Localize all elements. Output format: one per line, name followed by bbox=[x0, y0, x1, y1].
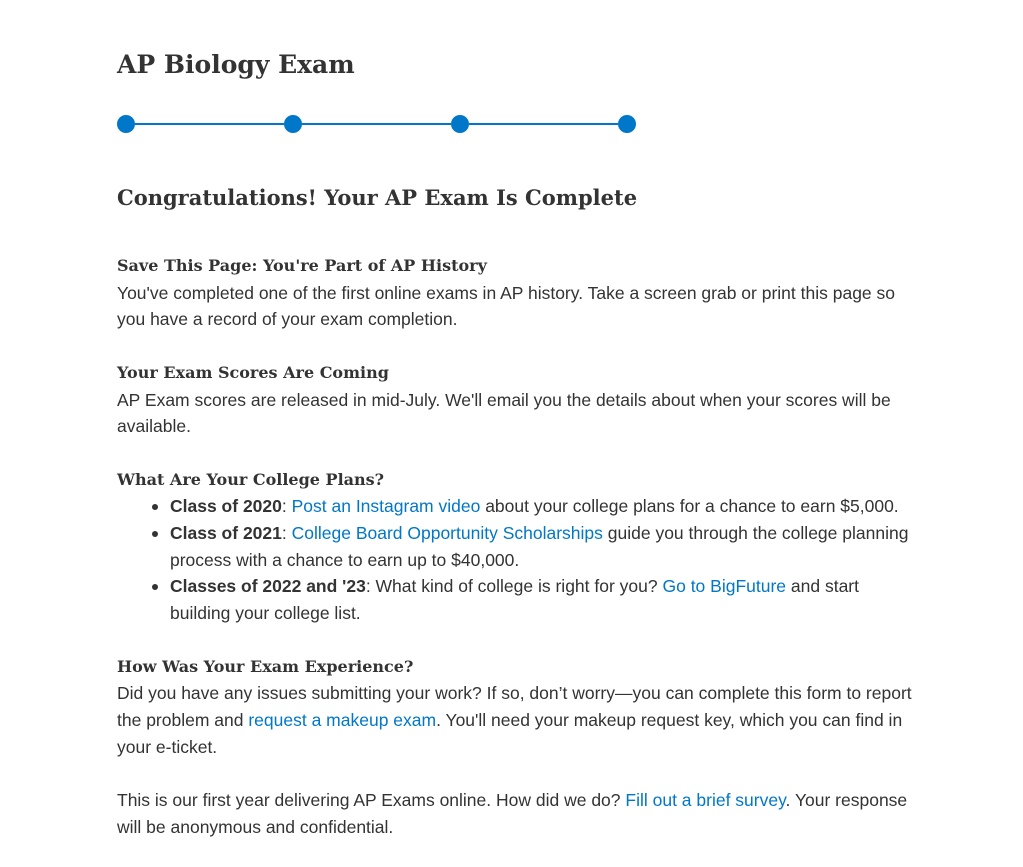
stepper-step-1 bbox=[117, 115, 135, 133]
survey-text: This is our first year delivering AP Exams online. How did we do? bbox=[117, 790, 626, 810]
list-item bbox=[170, 493, 917, 520]
bigfuture-link[interactable]: Go to BigFuture bbox=[662, 576, 787, 597]
survey-body bbox=[117, 787, 917, 840]
progress-stepper bbox=[117, 114, 637, 134]
completion-heading: Congratulations! Your AP Exam Is Complete bbox=[117, 185, 638, 210]
plan-text: about your college plans for a chance to earn $5,000. bbox=[480, 496, 899, 517]
plan-label: Class of 2020 bbox=[170, 496, 282, 517]
list-item bbox=[170, 520, 917, 573]
survey-text-end: . Your response will be anonymous and confidential. bbox=[117, 790, 908, 837]
experience-body bbox=[117, 680, 917, 760]
plan-text: and start building your college list. bbox=[170, 576, 859, 624]
scores-body: AP Exam scores are released in mid-July. We'll email you the details about when your scores will be available. bbox=[117, 389, 891, 437]
content bbox=[117, 253, 917, 867]
instagram-video-link[interactable]: Post an Instagram video bbox=[291, 496, 481, 517]
plan-text: guide you through the college planning process with a chance to earn up to $40,000. bbox=[170, 523, 909, 570]
plans-section bbox=[117, 467, 917, 627]
plan-label: Classes of 2022 and '23 bbox=[170, 576, 366, 597]
exam-title: AP Biology Exam bbox=[117, 50, 355, 79]
stepper-step-4 bbox=[618, 115, 636, 133]
makeup-exam-link[interactable]: request a makeup exam bbox=[248, 709, 437, 730]
save-body: You've completed one of the first online exams in AP history. Take a screen grab or print this page so you have a record of your exam completion. bbox=[117, 282, 896, 330]
list-item bbox=[170, 573, 917, 626]
experience-text-end: . You'll need your makeup request key, which you can find in your e-ticket. bbox=[117, 709, 903, 757]
stepper-line-3 bbox=[469, 123, 618, 125]
stepper-step-2 bbox=[284, 115, 302, 133]
plans-heading: What Are Your College Plans? bbox=[117, 469, 385, 489]
plan-separator: : bbox=[281, 523, 292, 543]
survey-section bbox=[117, 787, 917, 840]
experience-heading: How Was Your Exam Experience? bbox=[117, 656, 414, 676]
experience-text: Did you have any issues submitting your work? If so, don’t worry—you can complete this form to report the problem and bbox=[117, 683, 912, 730]
survey-link[interactable]: Fill out a brief survey bbox=[625, 790, 786, 810]
plan-separator: : bbox=[281, 496, 292, 517]
stepper-line-1 bbox=[135, 123, 284, 125]
opportunity-scholarships-link[interactable]: College Board Opportunity Scholarships bbox=[291, 523, 603, 543]
scores-heading: Your Exam Scores Are Coming bbox=[117, 362, 389, 382]
stepper-step-3 bbox=[451, 115, 469, 133]
plan-label: Class of 2021 bbox=[170, 523, 282, 543]
stepper-line-2 bbox=[302, 123, 451, 125]
save-heading: Save This Page: You're Part of AP History bbox=[117, 256, 487, 275]
plans-list bbox=[117, 493, 917, 627]
scores-section bbox=[117, 360, 917, 440]
save-section bbox=[117, 253, 917, 333]
experience-section bbox=[117, 654, 917, 761]
plan-separator: : What kind of college is right for you? bbox=[365, 576, 663, 597]
